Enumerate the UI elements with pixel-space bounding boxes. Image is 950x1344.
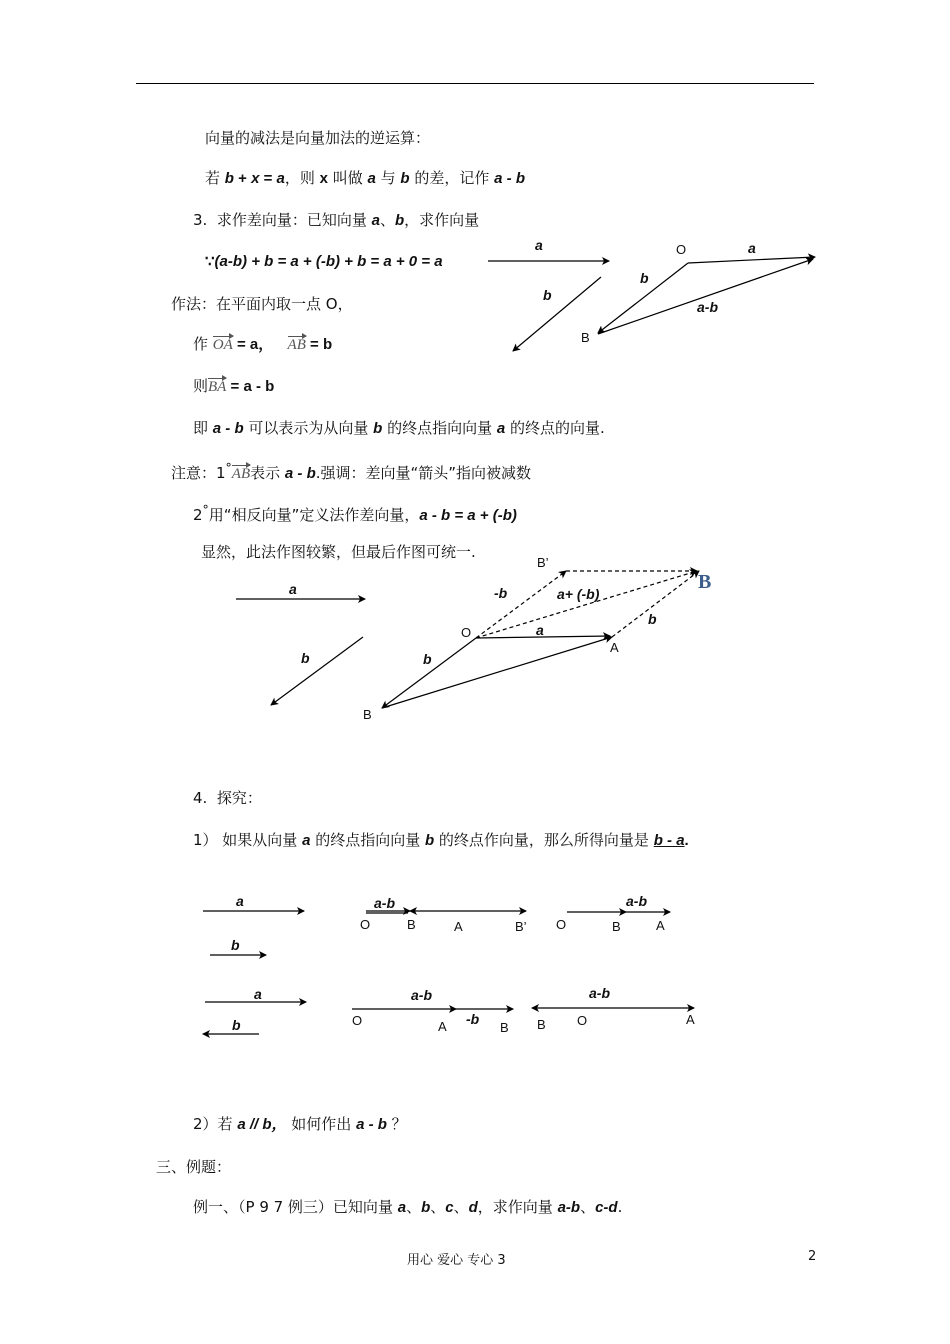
- var-b: b: [400, 170, 410, 187]
- text: = b: [305, 336, 333, 353]
- fig3-g2-label-a: A: [656, 918, 665, 933]
- var-a: a: [276, 170, 285, 187]
- equation: a - b = a + (-b): [419, 507, 517, 524]
- expr-a-minus-b: a-b: [557, 1199, 581, 1216]
- text: 与: [375, 169, 401, 187]
- text: 例一、（P 9 7 例三）已知向量: [193, 1198, 398, 1216]
- text: 表示: [250, 464, 285, 482]
- expr-a-minus-b: a - b: [212, 420, 244, 437]
- vector-ba: BA: [208, 379, 227, 395]
- fig2-vector-b: [271, 637, 363, 705]
- fig2-label-b-point: B: [363, 707, 372, 722]
- text: 1） 如果从向量: [193, 831, 303, 849]
- answer-b-minus-a: b - a: [653, 832, 685, 849]
- fig2-label-a-plus-minus-b: a+ (-b): [557, 586, 600, 602]
- equation: (a-b) + b = a + (-b) + b = a + 0 = a: [214, 253, 443, 270]
- fig3-g4-label-a: A: [686, 1012, 695, 1027]
- fig3-label-a2: a: [254, 986, 262, 1002]
- vector-ab: AB: [231, 466, 251, 482]
- fig2-label-a2: a: [536, 622, 544, 638]
- text: 的终点作向量，那么所得向量是: [434, 831, 654, 849]
- var-b: b: [424, 832, 435, 849]
- vector-oa: OA: [212, 337, 233, 353]
- fig2-label-a-point: A: [610, 640, 619, 655]
- text: +: [233, 170, 252, 187]
- text: ，则: [284, 169, 320, 187]
- text: =: [259, 170, 277, 187]
- fig3-g4-label-a-minus-b: a-b: [589, 985, 610, 1001]
- fig3-g2-label-o: O: [556, 917, 567, 932]
- fig3-g3-label-minus-b: -b: [466, 1011, 480, 1027]
- fig1-label-a: a: [535, 237, 543, 253]
- fig3-label-a: a: [236, 893, 244, 909]
- obvious-line: 显然，此法作图较繁，但最后作图可统一.: [201, 543, 476, 561]
- text: 作: [193, 335, 209, 353]
- text: 、: [453, 1198, 469, 1216]
- fig3-g1-label-a: A: [454, 919, 463, 934]
- fig3-g2-label-b: B: [612, 919, 621, 934]
- text: 2: [193, 506, 203, 524]
- text: 用“相反向量”定义法作差向量，: [208, 506, 420, 524]
- fig1-ba: [598, 259, 813, 334]
- text: 求作差向量：已知向量: [216, 211, 372, 229]
- text: 、: [580, 1198, 596, 1216]
- var-a: a: [302, 832, 311, 849]
- text: .: [617, 1198, 623, 1216]
- text: 的终点指向向量: [382, 419, 497, 437]
- fig2-o-bprime: [476, 571, 566, 638]
- var-a: a: [371, 212, 380, 229]
- method-line: 作法：在平面内取一点 O，: [171, 295, 353, 313]
- fig3-g3-label-a-minus-b: a-b: [411, 987, 432, 1003]
- fig2-label-o: O: [461, 625, 472, 640]
- parallel-condition: a // b，: [237, 1116, 287, 1133]
- fig3-g1-label-o: O: [360, 917, 371, 932]
- expr-a-minus-b: a - b: [494, 170, 525, 187]
- fig1-label-b2: b: [640, 270, 649, 286]
- fig2-label-b: b: [301, 650, 310, 666]
- section-number: 3.: [193, 211, 208, 229]
- fig1-label-a-minus-b: a-b: [697, 299, 718, 315]
- section-examples-heading: 三、例题：: [156, 1158, 232, 1176]
- var-d: d: [468, 1199, 478, 1216]
- fig2-a-bbig: [612, 571, 699, 637]
- fig3-g1-label-b-prime: B’: [515, 919, 527, 934]
- text: ，求作向量: [404, 211, 480, 229]
- var-b: b: [224, 170, 234, 187]
- var-a: a: [397, 1199, 407, 1216]
- expr-c-minus-d: c-d: [595, 1199, 618, 1216]
- fig2-label-b-prime: B’: [537, 555, 549, 570]
- degree-mark: °: [202, 502, 209, 517]
- fig3-g1-label-b: B: [407, 917, 416, 932]
- var-b: b: [421, 1199, 431, 1216]
- fig2-ba: [382, 637, 612, 708]
- fig1-oa: [688, 257, 815, 263]
- because-symbol: ∵: [205, 253, 215, 270]
- fig3-g1-label-a-minus-b: a-b: [374, 895, 395, 911]
- text: ，求作向量: [477, 1198, 558, 1216]
- text: = a，: [232, 336, 274, 353]
- text: .强调：差向量“箭头”指向被减数: [315, 464, 532, 482]
- fig3-g2-label-a-minus-b: a-b: [626, 893, 647, 909]
- fig2-o-bbig: [476, 571, 697, 638]
- section-number: 4.: [193, 789, 208, 807]
- fig3-g3-label-b: B: [500, 1020, 509, 1035]
- vector-ab: AB: [287, 337, 306, 353]
- degree-mark: °: [225, 460, 232, 475]
- var-x: x: [319, 170, 328, 187]
- fig1-label-o: O: [676, 242, 687, 257]
- var-b: b: [395, 212, 405, 229]
- text: .: [684, 832, 689, 849]
- expr-a-minus-b: a - b: [284, 465, 316, 482]
- fig2-ob: [382, 638, 476, 708]
- text: 、: [379, 211, 395, 229]
- expr-a-minus-b: a - b: [356, 1116, 387, 1133]
- fig2-label-minus-b: -b: [494, 585, 508, 601]
- var-c: c: [445, 1199, 454, 1216]
- text: 、: [430, 1198, 446, 1216]
- intro-line: 向量的减法是向量加法的逆运算：: [205, 129, 431, 147]
- fig2-label-a: a: [289, 581, 297, 597]
- text: ？: [386, 1115, 407, 1133]
- fig1-label-b-point: B: [581, 330, 590, 345]
- fig3-g3-label-o: O: [352, 1013, 363, 1028]
- text: = a - b: [226, 378, 275, 395]
- text: 的终点指向向量: [310, 831, 425, 849]
- fig3-g3-label-a: A: [438, 1019, 447, 1034]
- text: 即: [193, 419, 213, 437]
- text: 叫做: [327, 169, 368, 187]
- text: 的终点的向量.: [505, 419, 605, 437]
- fig3-g4-label-o: O: [577, 1013, 588, 1028]
- page-number: 2: [808, 1249, 817, 1264]
- var-a: a: [496, 420, 506, 437]
- text: 2）若: [193, 1115, 238, 1133]
- text: 注意：1: [171, 464, 226, 482]
- text: 的差，记作: [409, 169, 495, 187]
- var-b: b: [373, 420, 383, 437]
- text: 若: [205, 169, 225, 187]
- fig2-label-b3: b: [423, 651, 432, 667]
- text: 、: [406, 1198, 422, 1216]
- fig3-label-b: b: [231, 937, 240, 953]
- var-x: x: [251, 170, 260, 187]
- fig3-label-b2: b: [232, 1017, 241, 1033]
- text: 则: [193, 377, 209, 395]
- fig2-label-big-b: B: [698, 571, 712, 593]
- text: 如何作出: [291, 1115, 357, 1133]
- var-a: a: [367, 170, 376, 187]
- fig2-label-b2: b: [648, 611, 657, 627]
- fig1-label-a2: a: [748, 240, 756, 256]
- fig1-label-b: b: [543, 287, 552, 303]
- footer-center: 用心 爱心 专心 3: [407, 1253, 506, 1268]
- text: 探究：: [216, 789, 262, 807]
- fig3-g4-label-b: B: [537, 1017, 546, 1032]
- text: 可以表示为从向量: [243, 419, 374, 437]
